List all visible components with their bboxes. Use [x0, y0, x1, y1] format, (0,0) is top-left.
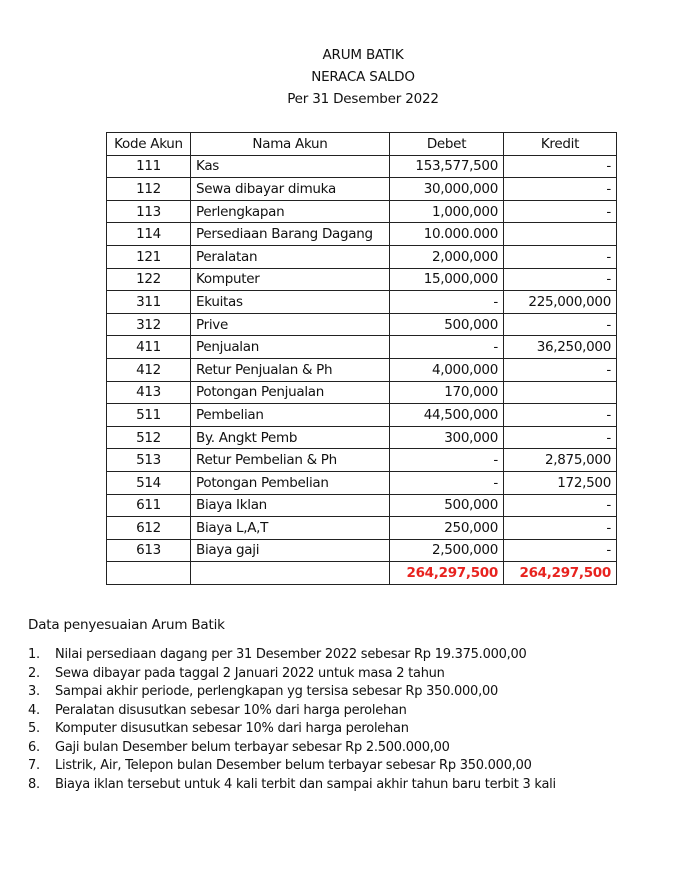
debet-cell: 300,000 [390, 426, 504, 449]
report-period: Per 31 Desember 2022 [287, 91, 439, 107]
table-row [107, 358, 617, 381]
nama-akun-cell: Pembelian [191, 404, 390, 427]
total-row [107, 562, 617, 585]
total-nama-cell [191, 562, 390, 585]
list-item-number: 3. [28, 684, 40, 699]
debet-cell: 500,000 [390, 313, 504, 336]
column-header-debet: Debet [390, 133, 504, 156]
kredit-cell: - [504, 539, 617, 562]
kredit-cell: - [504, 358, 617, 381]
kredit-cell: - [504, 155, 617, 178]
list-item-text: Peralatan disusutkan sebesar 10% dari harga perolehan [55, 702, 407, 718]
debet-cell: 250,000 [390, 517, 504, 540]
debet-cell: 1,000,000 [390, 200, 504, 223]
kode-akun-cell: 111 [107, 155, 191, 178]
debet-cell: 500,000 [390, 494, 504, 517]
table-row [107, 449, 617, 472]
kode-akun-cell: 114 [107, 223, 191, 246]
debet-cell: 10.000.000 [390, 223, 504, 246]
list-item [28, 665, 556, 684]
list-item-text: Biaya iklan tersebut untuk 4 kali terbit dan sampai akhir tahun baru terbit 3 kali [55, 776, 556, 792]
column-header-kredit: Kredit [504, 133, 617, 156]
table-row [107, 539, 617, 562]
nama-akun-cell: Potongan Penjualan [191, 381, 390, 404]
company-name: ARUM BATIK [322, 47, 404, 63]
nama-akun-cell: Sewa dibayar dimuka [191, 178, 390, 201]
kode-akun-cell: 512 [107, 426, 191, 449]
table-row [107, 178, 617, 201]
kredit-cell: - [504, 268, 617, 291]
nama-akun-cell: Biaya gaji [191, 539, 390, 562]
list-item [28, 720, 556, 739]
debet-cell: 4,000,000 [390, 358, 504, 381]
nama-akun-cell: Ekuitas [191, 291, 390, 314]
table-row [107, 223, 617, 246]
kode-akun-cell: 513 [107, 449, 191, 472]
list-item-number: 2. [28, 665, 40, 681]
table-row [107, 291, 617, 314]
table-row [107, 404, 617, 427]
debet-cell: 153,577,500 [390, 155, 504, 178]
list-item [28, 702, 556, 721]
nama-akun-cell: By. Angkt Pemb [191, 426, 390, 449]
list-item [28, 683, 556, 702]
kode-akun-cell: 412 [107, 358, 191, 381]
kredit-cell [504, 381, 617, 404]
debet-cell: 170,000 [390, 381, 504, 404]
kredit-cell: 172,500 [504, 471, 617, 494]
nama-akun-cell: Biaya Iklan [191, 494, 390, 517]
kode-akun-cell: 312 [107, 313, 191, 336]
total-debet: 264,297,500 [390, 562, 504, 585]
list-item-text: Listrik, Air, Telepon bulan Desember belum terbayar sebesar Rp 350.000,00 [55, 758, 532, 773]
document-header [0, 44, 699, 110]
list-item [28, 757, 556, 776]
column-header-kode-akun: Kode Akun [107, 133, 191, 156]
kredit-cell: - [504, 313, 617, 336]
table-row [107, 381, 617, 404]
nama-akun-cell: Penjualan [191, 336, 390, 359]
list-item-number: 1. [28, 647, 40, 662]
nama-akun-cell: Persediaan Barang Dagang [191, 223, 390, 246]
debet-cell: - [390, 471, 504, 494]
kredit-cell: - [504, 245, 617, 268]
list-item-number: 4. [28, 702, 40, 718]
table-row [107, 471, 617, 494]
list-item-text: Sewa dibayar pada taggal 2 Januari 2022 untuk masa 2 tahun [55, 665, 445, 681]
kode-akun-cell: 413 [107, 381, 191, 404]
kredit-cell: 36,250,000 [504, 336, 617, 359]
nama-akun-cell: Kas [191, 155, 390, 178]
kredit-cell: 2,875,000 [504, 449, 617, 472]
table-row [107, 517, 617, 540]
list-item-text: Sampai akhir periode, perlengkapan yg tersisa sebesar Rp 350.000,00 [55, 684, 499, 699]
table-row [107, 245, 617, 268]
table-row [107, 200, 617, 223]
kredit-cell: - [504, 178, 617, 201]
column-header-nama-akun: Nama Akun [191, 133, 390, 156]
list-item-number: 6. [28, 739, 40, 755]
list-item [28, 646, 556, 665]
kode-akun-cell: 511 [107, 404, 191, 427]
table-row [107, 268, 617, 291]
kredit-cell: 225,000,000 [504, 291, 617, 314]
kode-akun-cell: 612 [107, 517, 191, 540]
list-item-text: Komputer disusutkan sebesar 10% dari harga perolehan [55, 721, 409, 736]
kode-akun-cell: 112 [107, 178, 191, 201]
kode-akun-cell: 311 [107, 291, 191, 314]
table-row [107, 494, 617, 517]
list-item-number: 5. [28, 721, 40, 736]
list-item [28, 739, 556, 758]
list-item-number: 8. [28, 776, 40, 792]
report-title: NERACA SALDO [311, 69, 415, 85]
nama-akun-cell: Potongan Pembelian [191, 471, 390, 494]
kode-akun-cell: 121 [107, 245, 191, 268]
kredit-cell [504, 223, 617, 246]
table-body [107, 155, 617, 562]
nama-akun-cell: Biaya L,A,T [191, 517, 390, 540]
kredit-cell: - [504, 494, 617, 517]
kode-akun-cell: 514 [107, 471, 191, 494]
nama-akun-cell: Perlengkapan [191, 200, 390, 223]
nama-akun-cell: Retur Penjualan & Ph [191, 358, 390, 381]
adjustments-list [28, 646, 556, 794]
kode-akun-cell: 613 [107, 539, 191, 562]
kredit-cell: - [504, 517, 617, 540]
table-header-row [107, 133, 617, 156]
list-item-text: Gaji bulan Desember belum terbayar sebesar Rp 2.500.000,00 [55, 739, 450, 755]
debet-cell: 2,000,000 [390, 245, 504, 268]
nama-akun-cell: Retur Pembelian & Ph [191, 449, 390, 472]
debet-cell: - [390, 449, 504, 472]
list-item-text: Nilai persediaan dagang per 31 Desember 2022 sebesar Rp 19.375.000,00 [55, 647, 527, 662]
kredit-cell: - [504, 426, 617, 449]
adjustments-title: Data penyesuaian Arum Batik [28, 617, 225, 633]
total-kode-cell [107, 562, 191, 585]
nama-akun-cell: Komputer [191, 268, 390, 291]
kode-akun-cell: 611 [107, 494, 191, 517]
debet-cell: 15,000,000 [390, 268, 504, 291]
table-row [107, 426, 617, 449]
kode-akun-cell: 122 [107, 268, 191, 291]
table-row [107, 313, 617, 336]
kode-akun-cell: 411 [107, 336, 191, 359]
kredit-cell: - [504, 200, 617, 223]
kredit-cell: - [504, 404, 617, 427]
trial-balance-table [106, 132, 617, 585]
debet-cell: - [390, 336, 504, 359]
kode-akun-cell: 113 [107, 200, 191, 223]
table-row [107, 155, 617, 178]
debet-cell: 44,500,000 [390, 404, 504, 427]
table-row [107, 336, 617, 359]
debet-cell: 2,500,000 [390, 539, 504, 562]
list-item-number: 7. [28, 758, 40, 773]
debet-cell: - [390, 291, 504, 314]
nama-akun-cell: Prive [191, 313, 390, 336]
total-kredit: 264,297,500 [504, 562, 617, 585]
nama-akun-cell: Peralatan [191, 245, 390, 268]
debet-cell: 30,000,000 [390, 178, 504, 201]
list-item [28, 776, 556, 795]
